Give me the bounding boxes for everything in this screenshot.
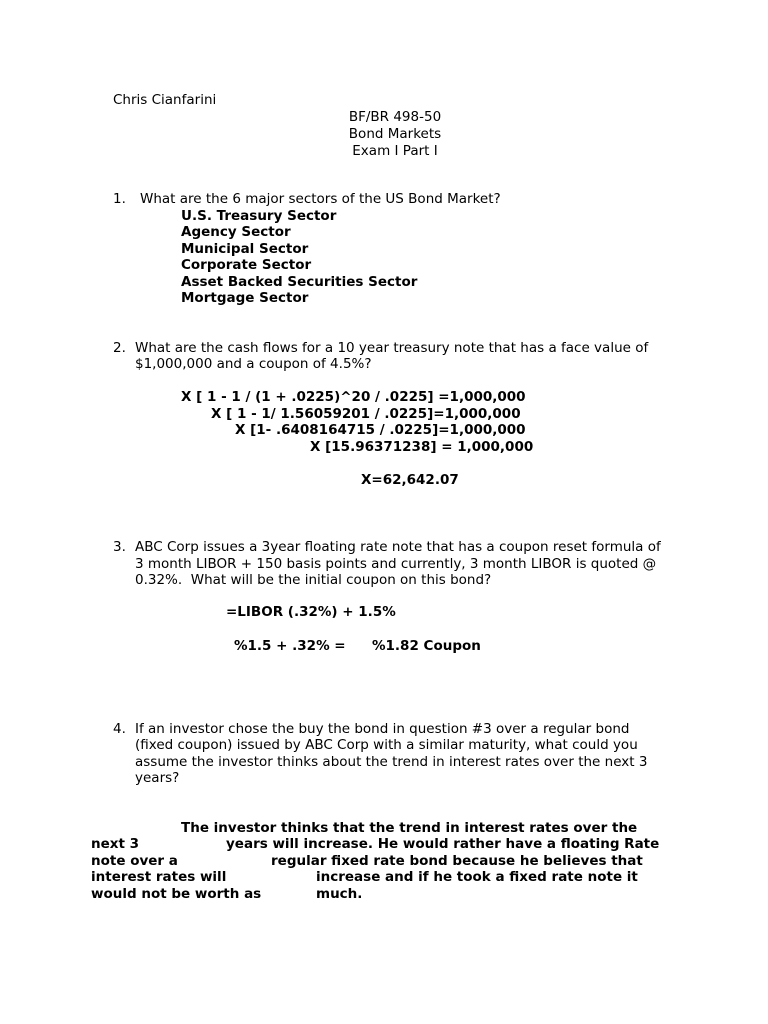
q4-answer-line: years will increase. He would rather have a floating Rate [226,836,660,852]
q1-number: 1. [113,191,126,207]
exam-title: Exam I Part I [352,143,438,159]
q3-answer-sum: %1.5 + .32% = [234,638,346,654]
q2-question-line: $1,000,000 and a coupon of 4.5%? [135,356,372,372]
q1-answer-item: U.S. Treasury Sector [181,208,337,224]
q4-answer-line: regular fixed rate bond because he believes that [271,853,643,869]
q4-number: 4. [113,721,126,737]
q4-question-line: (fixed coupon) issued by ABC Corp with a similar maturity, what could you [135,737,638,753]
q4-answer-line: note over a [91,853,178,869]
q1-answer-item: Agency Sector [181,224,291,240]
q2-work-line: X [15.96371238] = 1,000,000 [310,439,534,455]
q4-answer-line: would not be worth as [91,886,262,902]
q4-answer-line: increase and if he took a fixed rate note it [316,869,638,885]
q2-question-line: What are the cash flows for a 10 year treasury note that has a face value of [135,340,649,356]
course-subject: Bond Markets [348,126,442,142]
q2-work-line: X [1- .6408164715 / .0225]=1,000,000 [235,422,526,438]
q2-work-line: X [ 1 - 1 / (1 + .0225)^20 / .0225] =1,000,000 [181,389,526,405]
q1-answer-item: Corporate Sector [181,257,312,273]
q3-question-line: 0.32%. What will be the initial coupon on this bond? [135,572,492,588]
q4-question-line: assume the investor thinks about the trend in interest rates over the next 3 [135,754,648,770]
q1-answer-item: Municipal Sector [181,241,309,257]
q4-answer-line: The investor thinks that the trend in interest rates over the [181,820,638,836]
q3-answer-formula: =LIBOR (.32%) + 1.5% [226,604,396,620]
q2-work-line: X [ 1 - 1/ 1.56059201 / .0225]=1,000,000 [211,406,521,422]
author-name: Chris Cianfarini [113,92,217,108]
q4-answer-line: next 3 [91,836,140,852]
q3-question-line: 3 month LIBOR + 150 basis points and currently, 3 month LIBOR is quoted @ [135,556,657,572]
q4-question-line: If an investor chose the buy the bond in question #3 over a regular bond [135,721,630,737]
q2-number: 2. [113,340,126,356]
q4-question-line: years? [135,770,180,786]
q3-question-line: ABC Corp issues a 3year floating rate note that has a coupon reset formula of [135,539,661,555]
q3-number: 3. [113,539,126,555]
q1-answer-item: Asset Backed Securities Sector [181,274,418,290]
q4-answer-line: much. [316,886,363,902]
q2-result: X=62,642.07 [361,472,459,488]
q3-answer-coupon: %1.82 Coupon [372,638,481,654]
q1-answer-item: Mortgage Sector [181,290,309,306]
q4-answer-line: interest rates will [91,869,227,885]
course-code: BF/BR 498-50 [348,109,442,125]
q1-question: What are the 6 major sectors of the US Bond Market? [140,191,501,207]
